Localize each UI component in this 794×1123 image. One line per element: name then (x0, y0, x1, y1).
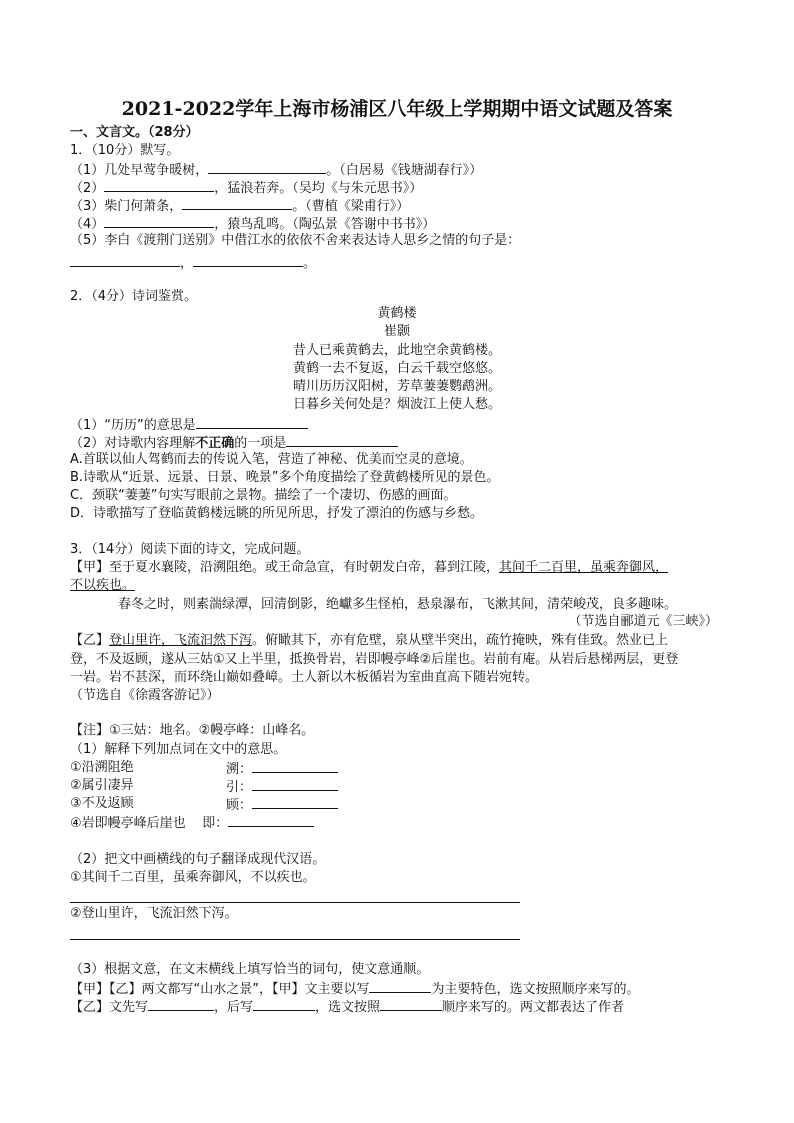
text: 为主要特色，选文按照顺序来写的。 (431, 982, 640, 997)
option-a: A.首联以仙人驾鹤而去的传说入笔，营造了神秘、优美而空灵的意境。 (70, 452, 473, 467)
answer-line[interactable] (70, 939, 520, 940)
q1-item4 (70, 214, 435, 233)
underlined-sentence: 其间千二百里，虽乘奔御风， (499, 560, 669, 575)
text: 【乙】 (70, 633, 110, 648)
word-item (70, 759, 134, 776)
passage-yi-line: 一岩。岩不甚深，而环绕山巅如叠嶂。土人新以木板循岩为室曲直高下随岩宛转。 (70, 670, 539, 685)
text: 的一项是 (234, 436, 287, 451)
poem-line: 黄鹤一去不复返，白云千载空悠悠。 (292, 361, 501, 376)
text: 溯： (226, 762, 253, 777)
fill-line (70, 979, 640, 998)
text: 。（白居易《钱塘湖春行》） (326, 163, 483, 178)
text: 即： (202, 816, 229, 831)
text: （1）几处早莺争暖树， (70, 163, 209, 178)
text: （1）“历历”的意思是 (70, 418, 196, 433)
answer-blank[interactable] (286, 433, 398, 447)
source-jia: （节选自郦道元《三峡》） (568, 614, 718, 629)
text: 顺序来写的。两文都表达了作者 (442, 1000, 625, 1015)
answer-blank[interactable] (252, 795, 338, 809)
word-key (226, 759, 338, 778)
text: 【乙】文先写 (70, 1000, 149, 1015)
poem-line: 昔人已乘黄鹤去，此地空余黄鹤楼。 (292, 343, 501, 358)
text: 。俯瞰其下，亦有危壁，泉从壁半突出，疏竹掩映，殊有佳致。然业已上 (252, 633, 669, 648)
answer-blank[interactable] (70, 253, 180, 267)
underlined-sentence: 登山里许，飞流汩然下泻 (109, 633, 253, 648)
translate-item: ①其间千二百里，虽乘奔御风，不以疾也。 (70, 870, 316, 885)
answer-blank[interactable] (228, 813, 314, 827)
answer-blank[interactable] (369, 979, 431, 993)
text: ，选文按照 (315, 1000, 381, 1015)
answer-blank[interactable] (252, 759, 338, 773)
answer-blank[interactable] (380, 997, 442, 1011)
emphasis: 不正确 (195, 436, 235, 451)
passage-yi-line: 登，不及返顾，遂从三姑①又上半里，抵换骨岩，岩即幔亭峰②后崖也。岩前有庵。从岩后悬梯两层，更登 (70, 652, 679, 667)
q2-sub2 (70, 433, 398, 452)
text: ①沿溯阻绝 (70, 760, 134, 775)
text: ③不及返顾 (70, 796, 134, 811)
page-title: 2021-2022学年上海市杨浦区八年级上学期期中语文试题及答案 (121, 98, 673, 120)
option-b: B.诗歌从“近景、远景、日景、晚景”多个角度描绘了登黄鹤楼所见的景色。 (70, 470, 500, 485)
q3-part1: （1）解释下列加点词在文中的意思。 (70, 742, 287, 757)
answer-blank[interactable] (104, 214, 214, 228)
poem-title: 黄鹤楼 (377, 306, 417, 321)
text: ， (180, 256, 194, 271)
text: 。 (303, 256, 317, 271)
text: （4） (70, 217, 105, 232)
underlined-sentence: 不以疾也。 (70, 578, 136, 593)
poem-line: 晴川历历汉阳树，芳草萋萋鹦鹉洲。 (292, 379, 501, 394)
answer-blank[interactable] (104, 178, 214, 192)
text: （2）对诗歌内容理解 (70, 436, 196, 451)
word-item (70, 777, 134, 794)
text: ，后写 (214, 1000, 254, 1015)
answer-blank[interactable] (208, 160, 326, 174)
q3-part2: （2）把文中画横线的句子翻译成现代汉语。 (70, 852, 326, 867)
text: 【甲】至于夏水襄陵，沿溯阻绝。或王命急宣，有时朝发白帝，暮到江陵， (70, 560, 500, 575)
answer-blank[interactable] (182, 196, 292, 210)
text: ②属引凄异 (70, 778, 134, 793)
q1-item5-answer (70, 253, 316, 272)
section-heading: 一、文言文。（28分） (70, 125, 199, 140)
poem-line: 日暮乡关何处是？烟波江上使人愁。 (292, 397, 501, 412)
answer-blank[interactable] (196, 415, 308, 429)
word-key (226, 795, 338, 814)
answer-blank[interactable] (253, 997, 315, 1011)
note: 【注】①三姑：地名。②幔亭峰：山峰名。 (70, 723, 315, 738)
word-item (70, 813, 314, 832)
q3-heading: 3．（14分）阅读下面的诗文，完成问题。 (70, 542, 310, 557)
passage-jia (70, 559, 668, 576)
q1-item1 (70, 160, 482, 179)
word-item (70, 795, 134, 812)
q3-part3: （3）根据文意，在文末横线上填写恰当的词句，使文意通顺。 (70, 962, 430, 977)
text: ④岩即幔亭峰后崖也 (70, 816, 186, 831)
text: 【甲】【乙】两文都写“山水之景”，【甲】文主要以写 (70, 982, 370, 997)
word-key (226, 777, 338, 796)
text: （3）柴门何萧条， (70, 199, 183, 214)
q1-item3 (70, 196, 409, 215)
text: 引： (226, 780, 253, 795)
fill-line (70, 997, 624, 1016)
option-d: D．诗歌描写了登临黄鹤楼远眺的所见所思，抒发了漂泊的伤感与乡愁。 (70, 506, 484, 521)
text: 。（曹植《梁甫行》） (292, 199, 410, 214)
q2-heading: 2．（4分）诗词鉴赏。 (70, 289, 198, 304)
q2-sub1 (70, 415, 308, 434)
source-yi: （节选自《徐霞客游记》） (70, 688, 220, 703)
q1-item5: （5）李白《渡荆门送别》中借江水的依依不舍来表达诗人思乡之情的句子是： (70, 233, 521, 248)
text: ，猿鸟乱鸣。（陶弘景《答谢中书书》） (214, 217, 436, 232)
answer-blank[interactable] (148, 997, 214, 1011)
answer-blank[interactable] (252, 777, 338, 791)
text: 顾： (226, 798, 253, 813)
q1-item2 (70, 178, 422, 197)
translate-item: ②登山里许，飞流汩然下泻。 (70, 906, 238, 921)
option-c: C．颈联“萋萋”句实写眼前之景物。描绘了一个凄切、伤感的画面。 (70, 488, 457, 503)
q1-heading: 1．（10分）默写。 (70, 143, 180, 158)
text: ，猛浪若奔。（吴均《与朱元思书》） (214, 181, 423, 196)
poem-author: 崔颢 (383, 324, 410, 339)
answer-line[interactable] (70, 902, 520, 903)
passage-jia-para2: 春冬之时，则素湍绿潭，回清倒影，绝巘多生怪柏，悬泉瀑布，飞漱其间，清荣峻茂，良多趣味。 (118, 597, 678, 612)
text: （2） (70, 181, 105, 196)
passage-yi (70, 632, 668, 649)
answer-blank[interactable] (193, 253, 303, 267)
